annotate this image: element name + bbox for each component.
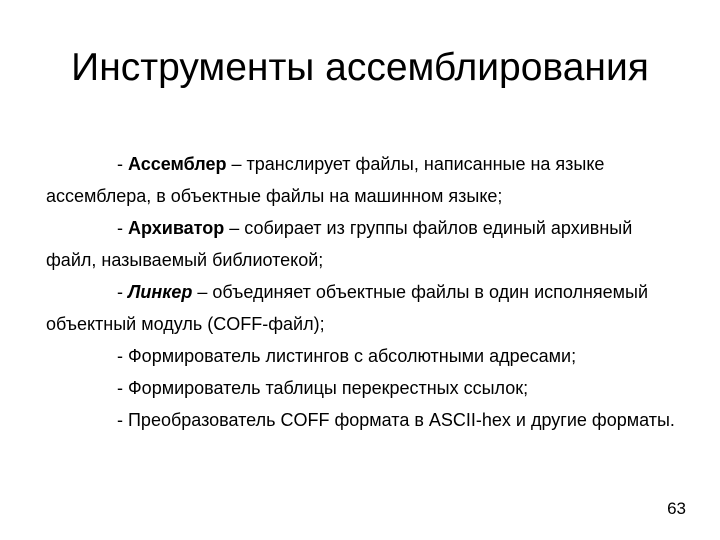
slide-content	[46, 148, 686, 436]
list-item-description: – объединяет объектные файлы в один исполняемый объектный модуль (COFF-файл);	[46, 282, 649, 334]
list-item-archiver	[46, 212, 686, 276]
term-linker: Линкер	[128, 282, 193, 302]
list-item-prefix: -	[117, 218, 128, 238]
list-item-assembler	[46, 148, 686, 212]
list-item-crossref-generator: - Формирователь таблицы перекрестных ссылок;	[117, 378, 529, 398]
slide-title: Инструменты ассемблирования	[71, 46, 649, 89]
list-item-description: – собирает из группы файлов единый архивный файл, называемый библиотекой;	[46, 218, 633, 270]
term-archiver: Архиватор	[128, 218, 225, 238]
list-item-prefix: -	[117, 154, 128, 174]
page-number: 63	[667, 499, 686, 518]
list-item-coff-converter: - Преобразователь COFF формата в ASCII-hex и другие форматы.	[117, 410, 675, 430]
list-item-prefix: -	[117, 282, 128, 302]
term-assembler: Ассемблер	[128, 154, 227, 174]
list-item-listing-generator: - Формирователь листингов с абсолютными адресами;	[117, 346, 577, 366]
list-item-linker	[46, 276, 686, 340]
list-item-description: – транслирует файлы, написанные на языке ассемблера, в объектные файлы на машинном языке;	[46, 154, 605, 206]
